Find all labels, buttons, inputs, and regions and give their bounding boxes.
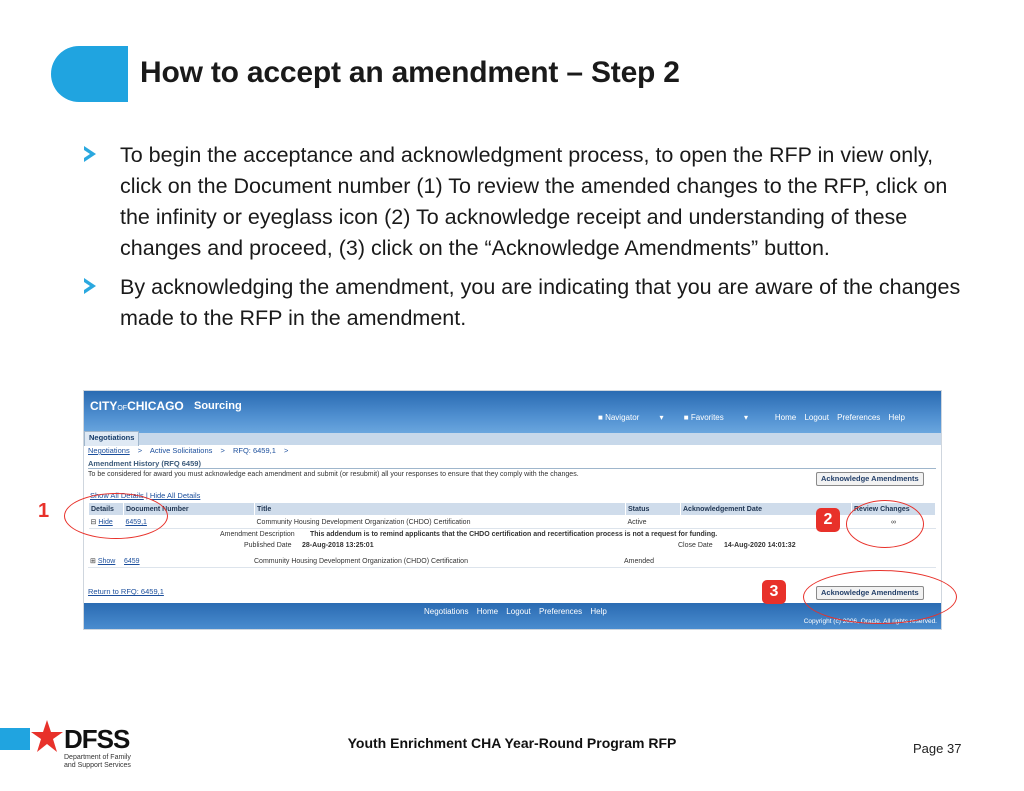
favorites-menu[interactable]: ■ Favorites ▾ [683, 413, 749, 422]
acknowledge-amendments-button[interactable]: Acknowledge Amendments [816, 586, 924, 600]
section-title: Amendment History (RFQ 6459) [88, 459, 201, 468]
eyeglass-icon[interactable]: ∞ [891, 518, 896, 526]
row-ack-date [676, 555, 846, 568]
callout-badge-3: 3 [762, 580, 786, 604]
published-value: 28-Aug-2018 13:25:01 [302, 542, 374, 549]
callout-badge-2: 2 [816, 508, 840, 532]
dfss-logo-subtitle: Department of Family and Support Services [64, 754, 131, 769]
column-header: Review Changes [852, 503, 936, 516]
header-nav [598, 413, 766, 422]
callout-number-1: 1 [38, 500, 50, 522]
footer-link-help[interactable]: Help [590, 607, 607, 616]
city-logo: CITYOFCHICAGO [90, 399, 184, 413]
bullet-item [84, 140, 964, 264]
bullet-item [84, 272, 964, 334]
callout-ring-2 [846, 500, 924, 548]
amendment-table-row2 [88, 555, 936, 568]
app-name: Sourcing [194, 400, 242, 412]
footer-title: Youth Enrichment CHA Year-Round Program RFP [347, 735, 677, 751]
bullet-text: By acknowledging the amendment, you are indicating that you are aware of the changes made to the RFP in the amendment. [120, 275, 961, 330]
table-row [89, 516, 936, 529]
row-title: Community Housing Development Organization (CHDO) Certification [255, 516, 626, 529]
return-to-rfq-link[interactable]: Return to RFQ: 6459,1 [88, 587, 164, 596]
callout-ring-3 [803, 570, 957, 624]
breadcrumb-negotiations[interactable]: Negotiations [88, 446, 130, 455]
row-status: Active [626, 516, 681, 529]
dfss-logo-text: DFSS [64, 724, 130, 754]
table-header-row [89, 503, 936, 516]
published-label: Published Date [244, 542, 292, 549]
document-number-link[interactable]: 6459,1 [125, 518, 147, 526]
footer-links [424, 607, 613, 616]
close-date-label: Close Date [678, 542, 713, 549]
copyright: Copyright (c) 2006, Oracle. All rights reserved. [803, 618, 937, 625]
description-value: This addendum is to remind applicants that the CHDO certification and recertification process is not a request for funding. [310, 531, 718, 538]
row-status: Amended [622, 555, 676, 568]
amendment-detail [88, 529, 936, 555]
plus-box-icon: ⊞ [90, 558, 96, 565]
callout-ring-1 [64, 493, 168, 539]
footer-link-logout[interactable]: Logout [506, 607, 531, 616]
title-accent-line [124, 46, 128, 102]
breadcrumb-separator: > [284, 446, 289, 455]
header-link-logout[interactable]: Logout [804, 413, 829, 422]
section-divider [88, 468, 936, 469]
link-divider: | [145, 491, 150, 500]
column-header[interactable]: Document Number [124, 503, 255, 516]
app-header [84, 391, 941, 433]
footer-link-negotiations[interactable]: Negotiations [424, 607, 469, 616]
description-label: Amendment Description [220, 531, 295, 538]
row-toggle[interactable]: ⊟ Hide [89, 516, 124, 529]
footer-link-preferences[interactable]: Preferences [539, 607, 583, 616]
minus-box-icon: ⊟ [90, 519, 97, 526]
navigator-menu[interactable]: ■ Navigator ▾ [598, 413, 664, 422]
footer-link-home[interactable]: Home [476, 607, 499, 616]
amendment-table [88, 502, 936, 529]
column-header: Title [255, 503, 626, 516]
table-row [88, 555, 936, 568]
section-description: To be considered for award you must acknowledge each amendment and submit (or resubmit) all your responses to ensure that they comply with the changes. [88, 471, 579, 478]
acknowledge-amendments-button-top[interactable]: Acknowledge Amendments [816, 472, 924, 486]
page-number: Page 37 [913, 741, 962, 756]
breadcrumb-separator: > [137, 446, 143, 455]
row-review [846, 555, 936, 568]
column-header: Details [89, 503, 124, 516]
title-accent-shape [51, 46, 125, 102]
bullet-text: To begin the acceptance and acknowledgment process, to open the RFP in view only, click on the Document number (1) To review the amended changes to the RFP, click on the infinity or eyeglass icon (2) To acknowledge receipt and understanding of these changes and proceed, (3) click on the “Acknowledge Amendments” button. [120, 143, 948, 260]
bullet-list [84, 140, 964, 342]
header-link-help[interactable]: Help [888, 413, 905, 422]
breadcrumb-separator: > [220, 446, 225, 455]
breadcrumb-rfq[interactable]: RFQ: 6459,1 [232, 446, 276, 455]
breadcrumb [88, 446, 294, 455]
tab-negotiations[interactable]: Negotiations [84, 431, 139, 446]
show-all-details-link[interactable]: Show All Details [90, 491, 144, 500]
header-link-preferences[interactable]: Preferences [837, 413, 881, 422]
column-header: Acknowledgement Date [681, 503, 852, 516]
header-links [769, 413, 905, 422]
row-toggle[interactable]: ⊞ Show [88, 555, 122, 568]
row-title: Community Housing Development Organization (CHDO) Certification [252, 555, 622, 568]
document-number-link[interactable]: 6459 [124, 557, 140, 565]
arrow-bullet-icon [84, 278, 96, 294]
tab-bar [84, 433, 941, 445]
column-header: Status [626, 503, 681, 516]
header-link-home[interactable]: Home [774, 413, 797, 422]
arrow-bullet-icon [84, 146, 96, 162]
page-title: How to accept an amendment – Step 2 [140, 56, 680, 89]
hide-all-details-link[interactable]: Hide All Details [149, 491, 201, 500]
breadcrumb-active-solicitations[interactable]: Active Solicitations [149, 446, 213, 455]
close-date-value: 14-Aug-2020 14:01:32 [724, 542, 796, 549]
